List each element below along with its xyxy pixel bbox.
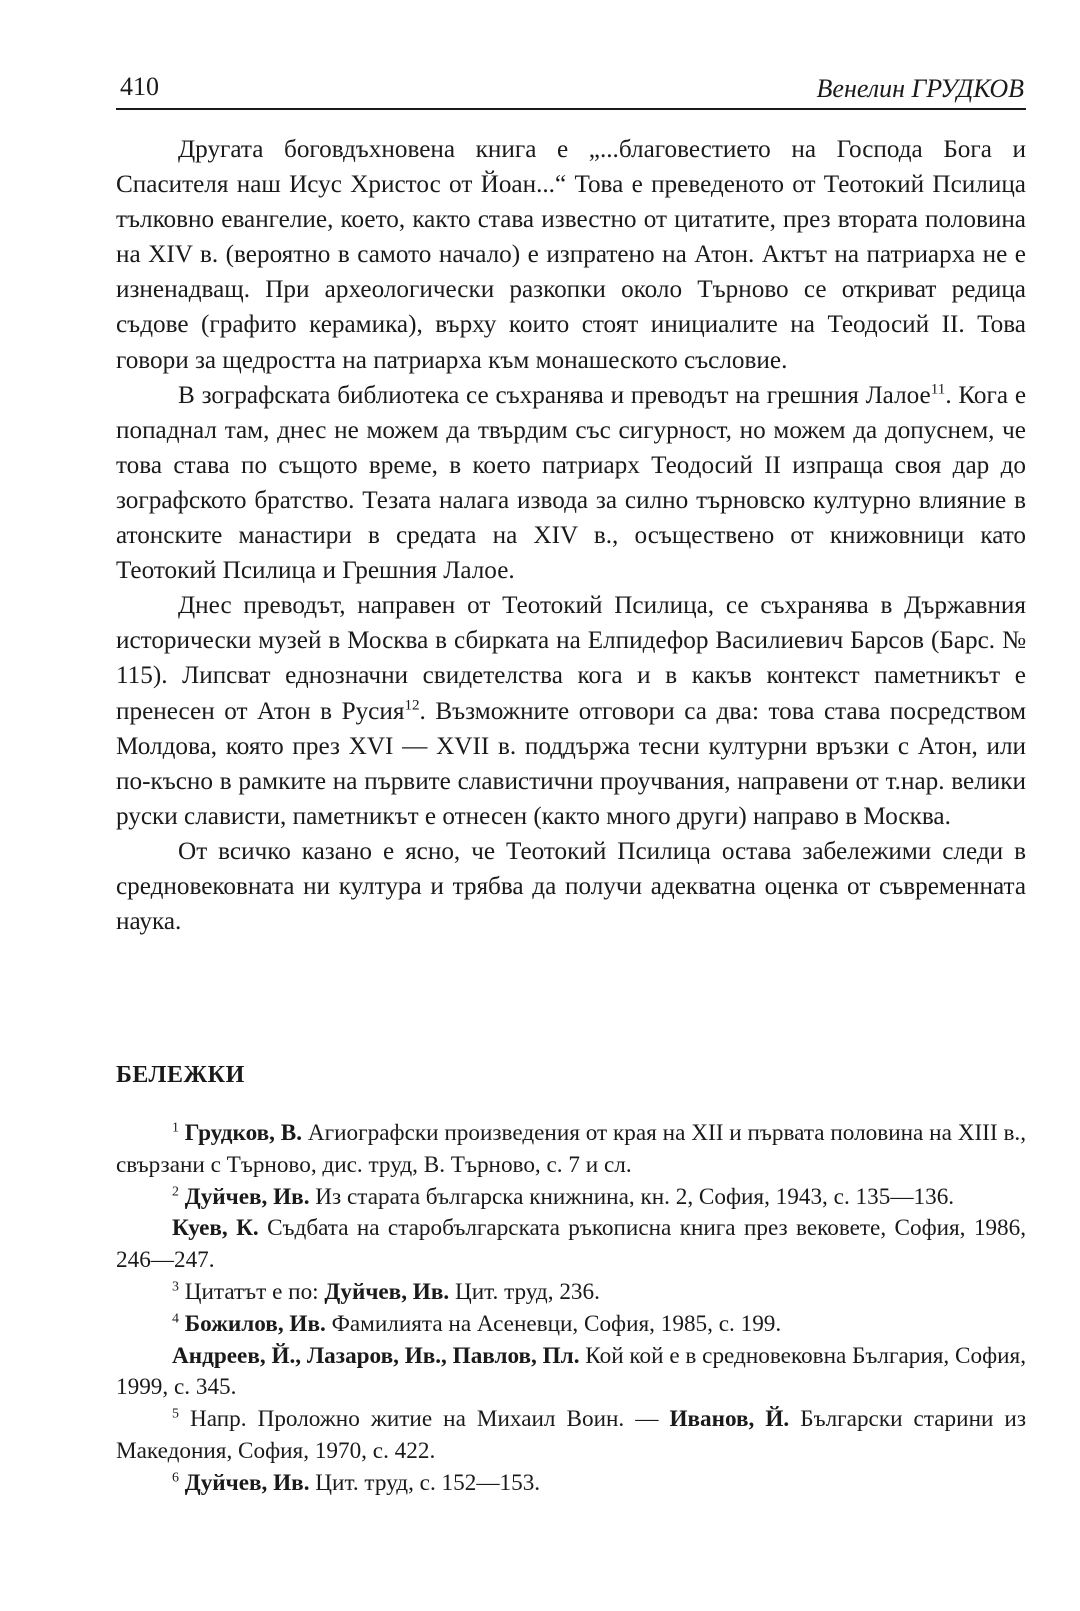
paragraph-4: От всичко казано е ясно, че Теотокий Псилица остава забележими следи в средновековната ни култура и трябва да получи адекватна оценка от съвременната наука.	[116, 837, 1026, 936]
footnote-ref-11: 11	[930, 381, 946, 398]
note-4-continuation	[116, 1341, 1026, 1405]
note-text: Агиографски произведения от края на XII и първата половина на XIII в., свързани с Търново, дис. труд, В. Търново, с. 7 и сл.	[116, 1120, 1026, 1178]
note-text: Кой кой е в средновековна България, София, 1999, с. 345.	[116, 1342, 1026, 1401]
note-text: Из старата българска книжнина, кн. 2, София, 1943, с. 135—136.	[309, 1183, 955, 1210]
note-2-continuation	[116, 1213, 1026, 1277]
paragraph-1: Другата боговдъхновена книга е „...благовестието на Господа Бога и Спасителя наш Исус Христос от Йоан...“ Това е преведеното от Теотокий Псилица тълковно евангелие, което, както става известно от цитатите, през втората половина на XIV в. (вероятно в самото начало) е изпратено на Атон. Актът на патриарха не е изненадващ. При археологически разкопки около Търново се откриват редица съдове (графито керамика), върху които стоят инициалите на Теодосий II. Това говори за щедростта на патриарха към монашеското съсловие.	[116, 136, 1026, 374]
paragraph-3-part-a: Днес преводът, направен от Теотокий Псилица, се съхранява в Държавния исторически музей в Москва в сбирката на Елпидефор Василиевич Барсов (Барс. № 115). Липсват еднозначни свидетелства кога и в какъв контекст паметникът е пренесен от Атон в Русия	[116, 592, 1026, 725]
note-number: 1	[172, 1120, 179, 1136]
note-author: Грудков, В.	[184, 1120, 303, 1146]
note-number: 2	[172, 1183, 179, 1199]
note-text: Цит. труд, 236.	[449, 1278, 600, 1305]
main-text	[116, 132, 1026, 939]
page-number: 410	[120, 72, 159, 101]
note-text: Български старини из Македония, София, 1970, с. 422.	[116, 1406, 1026, 1464]
note-author: Дуйчев, Ив.	[184, 1469, 310, 1496]
note-number: 3	[172, 1279, 179, 1295]
notes-list	[116, 1118, 1026, 1500]
paragraph-2	[116, 378, 1026, 589]
notes-heading: БЕЛЕЖКИ	[116, 1062, 245, 1088]
note-prefix: Напр. Проложно житие на Михаил Воин. —	[178, 1406, 670, 1433]
note-author: Андреев, Й., Лазаров, Ив., Павлов, Пл.	[172, 1342, 580, 1369]
note-author: Божилов, Ив.	[184, 1310, 326, 1337]
note-author: Дуйчев, Ив.	[184, 1183, 310, 1210]
note-author: Иванов, Й.	[669, 1406, 790, 1433]
note-number: 5	[172, 1406, 179, 1422]
note-5	[116, 1404, 1026, 1468]
note-1	[116, 1118, 1026, 1182]
note-text: Фамилията на Асеневци, София, 1985, с. 199.	[325, 1310, 782, 1337]
note-4	[116, 1309, 1026, 1341]
running-head-author: Венелин ГРУДКОВ	[816, 74, 1024, 103]
note-text: Цит. труд, с. 152—153.	[309, 1469, 541, 1496]
paragraph-3-part-b: . Възможните отговори са два: това става посредством Молдова, която през XVI — XVII в. поддържа тесни културни връзки с Атон, или по-късно в рамките на първите славистични проучвания, направени от т.нар. велики руски слависти, паметникът е отнесен (както много други) направо в Москва.	[116, 697, 1027, 830]
note-number: 6	[172, 1470, 179, 1486]
note-author: Куев, К.	[172, 1215, 259, 1242]
note-2	[116, 1182, 1026, 1214]
footnote-ref-12: 12	[404, 697, 420, 714]
note-prefix: Цитатът е по:	[178, 1278, 325, 1305]
paragraph-2-part-b: . Кога е попаднал там, днес не можем да твърдим със сигурност, но можем да допуснем, че това става по същото време, в което патриарх Теодосий II изпраща своя дар до зографското братство. Тезата налага извода за силно търновско културно влияние в атонските манастири в средата на XIV в., осъществено от книжовници като Теотокий Псилица и Грешния Лалое.	[116, 381, 1026, 585]
note-6	[116, 1468, 1026, 1500]
note-3	[116, 1277, 1026, 1309]
paragraph-2-part-a: В зографската библиотека се съхранява и преводът на грешния Лалое	[178, 381, 931, 409]
note-text: Съдбата на старобългарската ръкописна книга през вековете, София, 1986, 246—247.	[116, 1215, 1026, 1274]
note-number: 4	[172, 1311, 179, 1327]
paragraph-3	[116, 588, 1026, 834]
note-author: Дуйчев, Ив.	[324, 1278, 450, 1305]
page-header	[116, 68, 1026, 110]
